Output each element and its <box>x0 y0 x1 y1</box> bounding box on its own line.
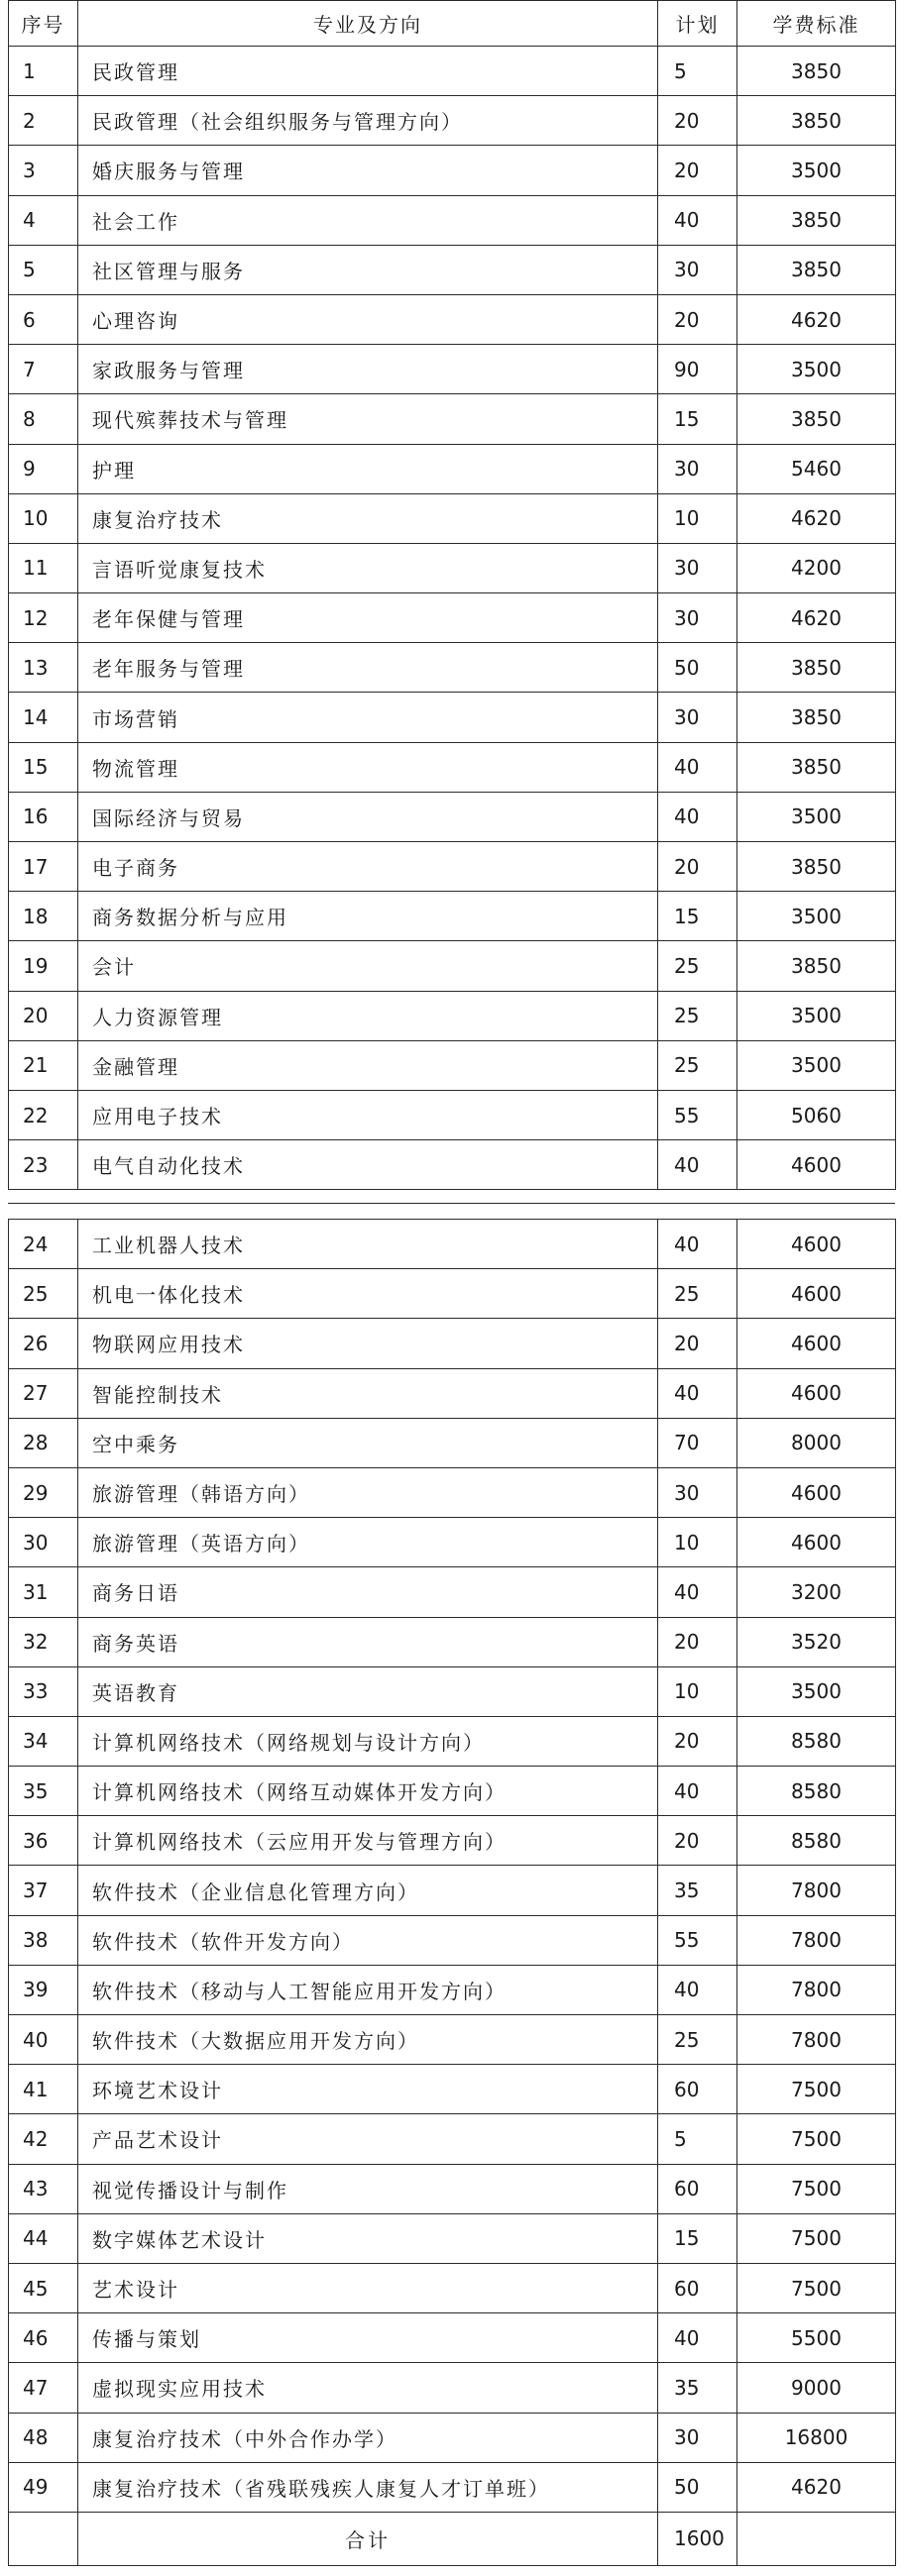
row-major-name: 康复治疗技术 <box>78 493 658 543</box>
table-row <box>9 2164 896 2213</box>
table-row <box>9 792 896 841</box>
row-major-name: 虚拟现实应用技术 <box>78 2363 658 2413</box>
row-tuition-fee: 9000 <box>737 2363 896 2413</box>
row-plan-count: 25 <box>658 2015 737 2065</box>
row-plan-count: 20 <box>658 146 737 195</box>
row-number: 27 <box>9 1368 78 1418</box>
row-number: 28 <box>9 1418 78 1467</box>
row-number: 16 <box>9 792 78 841</box>
row-plan-count: 25 <box>658 1040 737 1090</box>
table-row <box>9 991 896 1040</box>
table-row <box>9 2263 896 2312</box>
table-row <box>9 294 896 344</box>
row-major-name: 现代殡葬技术与管理 <box>78 394 658 444</box>
row-number: 14 <box>9 693 78 742</box>
row-tuition-fee: 8000 <box>737 1418 896 1467</box>
row-major-name: 会计 <box>78 941 658 991</box>
row-number: 26 <box>9 1319 78 1368</box>
row-major-name: 数字媒体艺术设计 <box>78 2213 658 2263</box>
row-major-name: 婚庆服务与管理 <box>78 146 658 195</box>
row-number: 12 <box>9 593 78 643</box>
table-row <box>9 941 896 991</box>
row-plan-count: 30 <box>658 1467 737 1517</box>
row-number: 36 <box>9 1816 78 1866</box>
row-number: 20 <box>9 991 78 1040</box>
row-plan-count: 50 <box>658 2462 737 2512</box>
row-tuition-fee: 4600 <box>737 1140 896 1190</box>
row-major-name: 民政管理（社会组织服务与管理方向） <box>78 96 658 146</box>
table-row <box>9 1617 896 1666</box>
row-tuition-fee: 4620 <box>737 2462 896 2512</box>
row-plan-count: 5 <box>658 2114 737 2164</box>
table-row <box>9 1965 896 2014</box>
table-row <box>9 693 896 742</box>
row-major-name: 计算机网络技术（网络互动媒体开发方向） <box>78 1767 658 1816</box>
row-plan-count: 40 <box>658 2313 737 2363</box>
table-row <box>9 1140 896 1190</box>
row-plan-count: 30 <box>658 2413 737 2462</box>
row-major-name: 软件技术（大数据应用开发方向） <box>78 2015 658 2065</box>
row-major-name: 商务数据分析与应用 <box>78 892 658 941</box>
row-number: 18 <box>9 892 78 941</box>
table-row <box>9 593 896 643</box>
row-plan-count: 30 <box>658 444 737 493</box>
row-major-name: 工业机器人技术 <box>78 1220 658 1269</box>
row-tuition-fee: 7800 <box>737 1915 896 1965</box>
table-row <box>9 543 896 592</box>
row-plan-count: 40 <box>658 195 737 245</box>
row-plan-count: 55 <box>658 1915 737 1965</box>
row-major-name: 护理 <box>78 444 658 493</box>
row-major-name: 艺术设计 <box>78 2263 658 2312</box>
row-tuition-fee: 4620 <box>737 294 896 344</box>
row-number: 47 <box>9 2363 78 2413</box>
row-number: 22 <box>9 1090 78 1139</box>
row-number: 37 <box>9 1866 78 1915</box>
row-number: 38 <box>9 1915 78 1965</box>
row-plan-count: 55 <box>658 1090 737 1139</box>
row-plan-count: 30 <box>658 543 737 592</box>
row-major-name: 社区管理与服务 <box>78 245 658 294</box>
table-row <box>9 1467 896 1517</box>
row-major-name: 心理咨询 <box>78 294 658 344</box>
row-major-name: 言语听觉康复技术 <box>78 543 658 592</box>
row-tuition-fee: 7500 <box>737 2114 896 2164</box>
row-plan-count: 30 <box>658 693 737 742</box>
row-plan-count: 20 <box>658 96 737 146</box>
row-plan-count: 60 <box>658 2263 737 2312</box>
table-row <box>9 1319 896 1368</box>
table-row <box>9 1040 896 1090</box>
row-tuition-fee: 4600 <box>737 1467 896 1517</box>
row-number: 30 <box>9 1518 78 1567</box>
row-plan-count: 5 <box>658 47 737 96</box>
table-row <box>9 146 896 195</box>
total-empty-cell <box>9 2512 78 2565</box>
row-major-name: 家政服务与管理 <box>78 345 658 394</box>
row-major-name: 机电一体化技术 <box>78 1269 658 1319</box>
table-row <box>9 2213 896 2263</box>
row-number: 32 <box>9 1617 78 1666</box>
row-plan-count: 40 <box>658 1567 737 1617</box>
table-row <box>9 1269 896 1319</box>
row-tuition-fee: 3850 <box>737 842 896 892</box>
table-row <box>9 1567 896 1617</box>
enrollment-table-bottom <box>8 1219 896 2566</box>
table-row <box>9 643 896 693</box>
row-number: 24 <box>9 1220 78 1269</box>
row-plan-count: 40 <box>658 742 737 792</box>
row-tuition-fee: 3850 <box>737 742 896 792</box>
row-number: 49 <box>9 2462 78 2512</box>
row-plan-count: 15 <box>658 394 737 444</box>
row-plan-count: 10 <box>658 1666 737 1716</box>
row-number: 40 <box>9 2015 78 2065</box>
row-tuition-fee: 3500 <box>737 1040 896 1090</box>
table-row <box>9 1716 896 1766</box>
row-major-name: 环境艺术设计 <box>78 2065 658 2114</box>
row-number: 48 <box>9 2413 78 2462</box>
table-row <box>9 1866 896 1915</box>
row-tuition-fee: 4600 <box>737 1518 896 1567</box>
header-name: 专业及方向 <box>78 1 658 47</box>
enrollment-table-top <box>8 0 896 1190</box>
row-major-name: 康复治疗技术（省残联残疾人康复人才订单班） <box>78 2462 658 2512</box>
row-tuition-fee: 3850 <box>737 47 896 96</box>
row-plan-count: 40 <box>658 1965 737 2014</box>
row-major-name: 传播与策划 <box>78 2313 658 2363</box>
row-tuition-fee: 7800 <box>737 2015 896 2065</box>
row-number: 15 <box>9 742 78 792</box>
row-tuition-fee: 8580 <box>737 1716 896 1766</box>
table-row <box>9 345 896 394</box>
row-tuition-fee: 3520 <box>737 1617 896 1666</box>
row-major-name: 产品艺术设计 <box>78 2114 658 2164</box>
row-number: 46 <box>9 2313 78 2363</box>
row-tuition-fee: 3850 <box>737 245 896 294</box>
row-tuition-fee: 5060 <box>737 1090 896 1139</box>
table-row <box>9 444 896 493</box>
row-tuition-fee: 4600 <box>737 1368 896 1418</box>
table-row <box>9 96 896 146</box>
row-major-name: 市场营销 <box>78 693 658 742</box>
row-tuition-fee: 3500 <box>737 345 896 394</box>
header-fee: 学费标准 <box>737 1 896 47</box>
row-plan-count: 40 <box>658 792 737 841</box>
row-major-name: 人力资源管理 <box>78 991 658 1040</box>
row-number: 25 <box>9 1269 78 1319</box>
row-tuition-fee: 3850 <box>737 643 896 693</box>
row-plan-count: 25 <box>658 1269 737 1319</box>
row-tuition-fee: 3850 <box>737 941 896 991</box>
row-tuition-fee: 3200 <box>737 1567 896 1617</box>
row-plan-count: 30 <box>658 245 737 294</box>
row-plan-count: 20 <box>658 1617 737 1666</box>
row-tuition-fee: 3850 <box>737 195 896 245</box>
table-row <box>9 1368 896 1418</box>
table-body-bottom <box>9 1220 896 2513</box>
table-row <box>9 892 896 941</box>
table-row <box>9 493 896 543</box>
row-number: 10 <box>9 493 78 543</box>
row-tuition-fee: 7800 <box>737 1965 896 2014</box>
enrollment-table-part-2 <box>0 1219 904 2566</box>
row-number: 19 <box>9 941 78 991</box>
row-number: 1 <box>9 47 78 96</box>
row-plan-count: 90 <box>658 345 737 394</box>
row-major-name: 社会工作 <box>78 195 658 245</box>
row-number: 34 <box>9 1716 78 1766</box>
table-row <box>9 842 896 892</box>
row-tuition-fee: 3500 <box>737 146 896 195</box>
row-tuition-fee: 3500 <box>737 1666 896 1716</box>
row-tuition-fee: 4620 <box>737 593 896 643</box>
table-row <box>9 2313 896 2363</box>
row-tuition-fee: 5500 <box>737 2313 896 2363</box>
row-plan-count: 50 <box>658 643 737 693</box>
row-number: 29 <box>9 1467 78 1517</box>
row-plan-count: 40 <box>658 1368 737 1418</box>
row-number: 4 <box>9 195 78 245</box>
row-plan-count: 35 <box>658 2363 737 2413</box>
row-number: 11 <box>9 543 78 592</box>
row-number: 31 <box>9 1567 78 1617</box>
row-number: 45 <box>9 2263 78 2312</box>
row-plan-count: 40 <box>658 1140 737 1190</box>
table-row <box>9 2462 896 2512</box>
row-tuition-fee: 5460 <box>737 444 896 493</box>
row-number: 5 <box>9 245 78 294</box>
row-number: 23 <box>9 1140 78 1190</box>
row-major-name: 计算机网络技术（网络规划与设计方向） <box>78 1716 658 1766</box>
row-plan-count: 20 <box>658 1319 737 1368</box>
table-row <box>9 47 896 96</box>
row-tuition-fee: 4600 <box>737 1220 896 1269</box>
table-row <box>9 195 896 245</box>
table-row <box>9 2065 896 2114</box>
row-plan-count: 20 <box>658 1716 737 1766</box>
table-row <box>9 394 896 444</box>
row-tuition-fee: 3500 <box>737 792 896 841</box>
row-plan-count: 15 <box>658 2213 737 2263</box>
row-number: 42 <box>9 2114 78 2164</box>
enrollment-table-part-1 <box>0 0 904 1190</box>
row-number: 39 <box>9 1965 78 2014</box>
row-number: 9 <box>9 444 78 493</box>
row-major-name: 金融管理 <box>78 1040 658 1090</box>
row-number: 43 <box>9 2164 78 2213</box>
row-major-name: 软件技术（移动与人工智能应用开发方向） <box>78 1965 658 2014</box>
row-plan-count: 15 <box>658 892 737 941</box>
row-major-name: 商务英语 <box>78 1617 658 1666</box>
total-fee <box>737 2512 896 2565</box>
row-major-name: 智能控制技术 <box>78 1368 658 1418</box>
table-row <box>9 1915 896 1965</box>
row-major-name: 应用电子技术 <box>78 1090 658 1139</box>
row-number: 3 <box>9 146 78 195</box>
row-tuition-fee: 4620 <box>737 493 896 543</box>
row-tuition-fee: 7800 <box>737 1866 896 1915</box>
table-row <box>9 1666 896 1716</box>
table-row <box>9 2114 896 2164</box>
row-major-name: 物流管理 <box>78 742 658 792</box>
row-major-name: 老年服务与管理 <box>78 643 658 693</box>
table-row <box>9 1518 896 1567</box>
row-major-name: 软件技术（软件开发方向） <box>78 1915 658 1965</box>
row-major-name: 软件技术（企业信息化管理方向） <box>78 1866 658 1915</box>
row-major-name: 旅游管理（英语方向） <box>78 1518 658 1567</box>
row-plan-count: 25 <box>658 991 737 1040</box>
row-plan-count: 25 <box>658 941 737 991</box>
row-plan-count: 40 <box>658 1767 737 1816</box>
table-row <box>9 2413 896 2462</box>
table-row <box>9 742 896 792</box>
row-major-name: 老年保健与管理 <box>78 593 658 643</box>
row-plan-count: 10 <box>658 1518 737 1567</box>
row-number: 44 <box>9 2213 78 2263</box>
row-number: 2 <box>9 96 78 146</box>
row-tuition-fee: 7500 <box>737 2164 896 2213</box>
row-number: 13 <box>9 643 78 693</box>
row-tuition-fee: 8580 <box>737 1767 896 1816</box>
row-tuition-fee: 4200 <box>737 543 896 592</box>
row-plan-count: 40 <box>658 1220 737 1269</box>
row-major-name: 计算机网络技术（云应用开发与管理方向） <box>78 1816 658 1866</box>
row-number: 21 <box>9 1040 78 1090</box>
row-number: 8 <box>9 394 78 444</box>
row-plan-count: 35 <box>658 1866 737 1915</box>
row-tuition-fee: 16800 <box>737 2413 896 2462</box>
table-row <box>9 1220 896 1269</box>
row-tuition-fee: 3850 <box>737 693 896 742</box>
table-row <box>9 2015 896 2065</box>
total-plan: 1600 <box>658 2512 737 2565</box>
row-major-name: 空中乘务 <box>78 1418 658 1467</box>
row-major-name: 英语教育 <box>78 1666 658 1716</box>
table-header-row <box>9 1 896 47</box>
row-major-name: 视觉传播设计与制作 <box>78 2164 658 2213</box>
row-plan-count: 20 <box>658 1816 737 1866</box>
row-number: 33 <box>9 1666 78 1716</box>
header-no: 序号 <box>9 1 78 47</box>
table-row <box>9 1090 896 1139</box>
row-number: 35 <box>9 1767 78 1816</box>
row-plan-count: 70 <box>658 1418 737 1467</box>
row-plan-count: 20 <box>658 294 737 344</box>
row-number: 6 <box>9 294 78 344</box>
table-row <box>9 1418 896 1467</box>
row-plan-count: 10 <box>658 493 737 543</box>
row-number: 7 <box>9 345 78 394</box>
row-tuition-fee: 8580 <box>737 1816 896 1866</box>
table-body-top <box>9 47 896 1190</box>
page-cut-divider <box>8 1203 895 1210</box>
table-row <box>9 2363 896 2413</box>
header-plan: 计划 <box>658 1 737 47</box>
total-label: 合计 <box>78 2512 658 2565</box>
row-tuition-fee: 3850 <box>737 96 896 146</box>
table-row <box>9 245 896 294</box>
total-row <box>9 2512 896 2565</box>
row-plan-count: 20 <box>658 842 737 892</box>
table-row <box>9 1767 896 1816</box>
row-plan-count: 60 <box>658 2164 737 2213</box>
row-tuition-fee: 4600 <box>737 1269 896 1319</box>
row-major-name: 康复治疗技术（中外合作办学） <box>78 2413 658 2462</box>
row-number: 41 <box>9 2065 78 2114</box>
row-major-name: 商务日语 <box>78 1567 658 1617</box>
row-tuition-fee: 7500 <box>737 2263 896 2312</box>
row-tuition-fee: 3500 <box>737 892 896 941</box>
row-major-name: 旅游管理（韩语方向） <box>78 1467 658 1517</box>
row-number: 17 <box>9 842 78 892</box>
row-major-name: 电子商务 <box>78 842 658 892</box>
row-plan-count: 60 <box>658 2065 737 2114</box>
row-tuition-fee: 3500 <box>737 991 896 1040</box>
row-tuition-fee: 3850 <box>737 394 896 444</box>
row-tuition-fee: 7500 <box>737 2213 896 2263</box>
row-major-name: 国际经济与贸易 <box>78 792 658 841</box>
row-major-name: 物联网应用技术 <box>78 1319 658 1368</box>
row-major-name: 电气自动化技术 <box>78 1140 658 1190</box>
row-tuition-fee: 4600 <box>737 1319 896 1368</box>
table-row <box>9 1816 896 1866</box>
row-plan-count: 30 <box>658 593 737 643</box>
row-major-name: 民政管理 <box>78 47 658 96</box>
row-tuition-fee: 7500 <box>737 2065 896 2114</box>
